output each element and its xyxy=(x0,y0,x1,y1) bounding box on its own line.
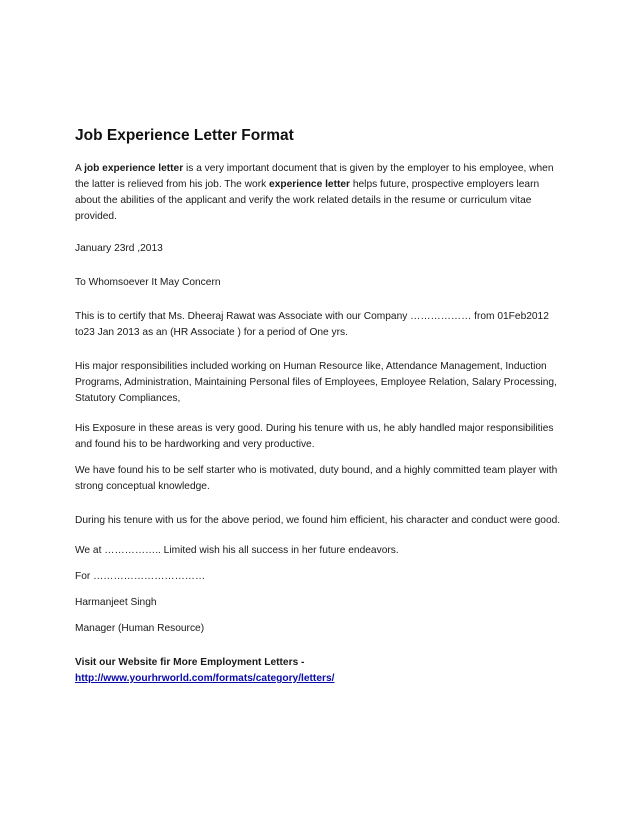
wishes-paragraph: We at …………….. Limited wish his all success in her future endeavors. xyxy=(75,545,399,556)
visit-website-text: Visit our Website fir More Employment Letters - xyxy=(75,657,305,668)
website-link-line xyxy=(75,671,565,687)
certification-paragraph: This is to certify that Ms. Dheeraj Rawat was Associate with our Company ……………… from 01Feb2012 to23 Jan 2013 as an (HR Associate ) for a period of One yrs. xyxy=(75,311,549,338)
letter-document xyxy=(75,127,565,687)
for-line: For …………………………… xyxy=(75,571,206,582)
document-title: Job Experience Letter Format xyxy=(75,127,294,144)
intro-text-2: is a very important document that is given by the employer to his employee, when the latter is relieved from his job. The work xyxy=(75,163,554,190)
intro-text-1: A xyxy=(75,163,85,174)
website-link[interactable]: http://www.yourhrworld.com/formats/category/letters/ xyxy=(75,673,335,684)
intro-text-3: helps future, prospective employers learn about the abilities of the applicant and verify the work related details in the resume or curriculum vitae provided. xyxy=(75,179,540,222)
self-starter-paragraph: We have found his to be self starter who is motivated, duty bound, and a highly committed team player with strong conceptual knowledge. xyxy=(75,465,558,492)
letter-date: January 23rd ,2013 xyxy=(75,243,163,254)
salutation: To Whomsoever It May Concern xyxy=(75,277,221,288)
signer-designation: Manager (Human Resource) xyxy=(75,623,205,634)
intro-paragraph xyxy=(75,161,565,225)
signer-name: Harmanjeet Singh xyxy=(75,597,157,608)
responsibilities-paragraph: His major responsibilities included working on Human Resource like, Attendance Management, Induction Programs, Administration, Maintaining Personal files of Employees, Employee Relation, Salary Processing, Statutory Compliances, xyxy=(75,361,557,404)
intro-bold-2: experience letter xyxy=(269,179,351,190)
intro-bold-1: job experience letter xyxy=(84,163,184,174)
exposure-paragraph: His Exposure in these areas is very good. During his tenure with us, he ably handled major responsibilities and found his to be hardworking and very productive. xyxy=(75,423,554,450)
efficiency-paragraph: During his tenure with us for the above period, we found him efficient, his character and conduct were good. xyxy=(75,515,561,526)
